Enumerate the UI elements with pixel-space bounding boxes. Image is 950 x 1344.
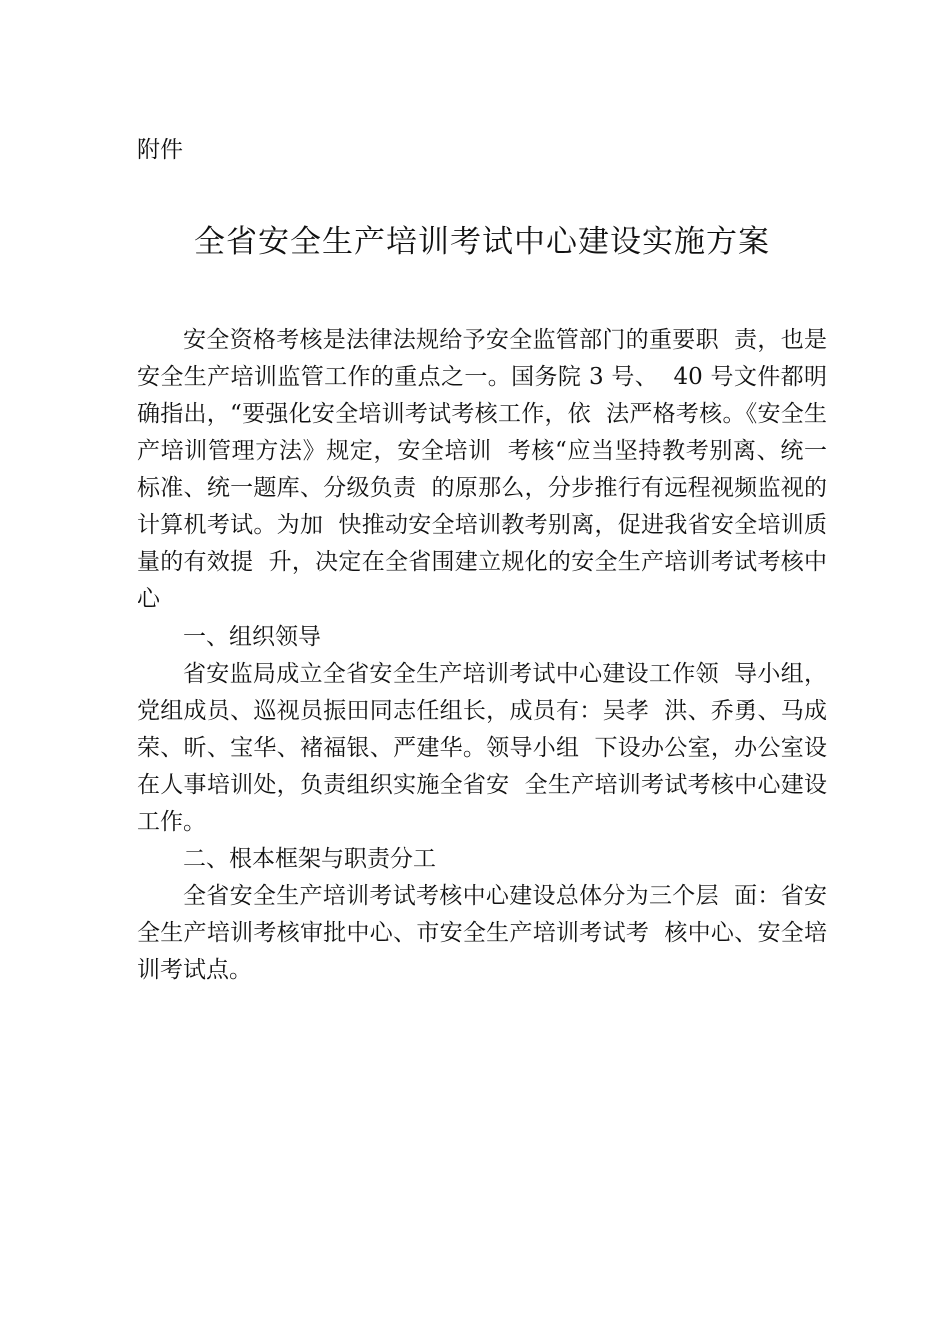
attachment-label: 附件 (137, 137, 183, 163)
section-heading-organization: 一、组织领导 (183, 624, 321, 650)
document-title: 全省安全生产培训考试中心建设实施方案 (194, 224, 770, 260)
section-body-organization: 省安监局成立全省安全生产培训考试中心建设工作领 导小组，党组成员、巡视员振田同志任组长，成员有：吴孝 洪、乔勇、马成荣、昕、宝华、褚福银、严建华。领导小组 下设办公室，办公室设在人事培训处，负责组织实施全省安 全生产培训考试考核中心建设工作。 (137, 661, 827, 835)
intro-paragraph: 安全资格考核是法律法规给予安全监管部门的重要职 责，也是安全生产培训监管工作的重点之一。国务院 3 号、 40 号文件都明确指出，“要强化安全培训考试考核工作，依 法严格考核。《安全生产培训管理方法》规定，安全培训 考核“应当坚持教考别离、统一标准、统一题库、分级负责 的原那么，分步推行有远程视频监视的计算机考试。为加 快推动安全培训教考别离，促进我省安全培训质量的有效提 升，决定在全省围建立规化的安全生产培训考试考核中心 (137, 327, 827, 612)
section-heading-framework: 二、根本框架与职责分工 (183, 846, 436, 872)
document-body (137, 322, 827, 989)
section-body-framework: 全省安全生产培训考试考核中心建设总体分为三个层 面：省安全生产培训考核审批中心、市安全生产培训考试考 核中心、安全培训考试点。 (137, 883, 827, 983)
